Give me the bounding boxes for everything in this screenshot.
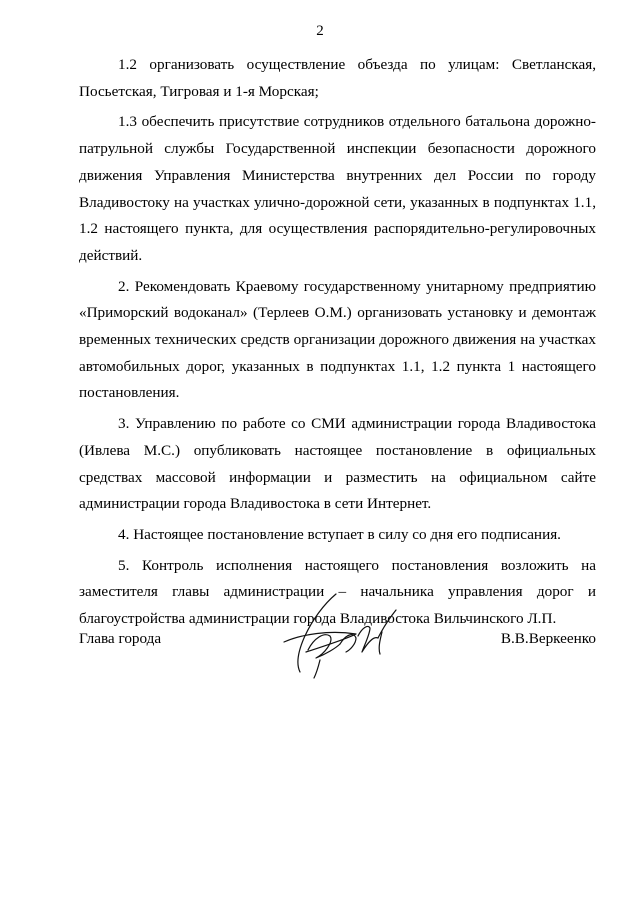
signature-block bbox=[79, 626, 596, 656]
paragraph-1-3: 1.3 обеспечить присутствие сотрудников отдельного батальона дорожно-патрульной службы Государственной инспекции безопасности дорожного движения Управления Министерства внутренних дел России по городу Владивостоку на участках улично-дорожной сети, указанных в подпунктах 1.1, 1.2 настоящего пункта, для осуществления распорядительно-регулировочных действий. bbox=[79, 113, 596, 264]
paragraph-1-2: 1.2 организовать осуществление объезда по улицам: Светланская, Посьетская, Тигровая и 1-я Морская; bbox=[79, 56, 596, 100]
document-body bbox=[79, 52, 596, 637]
paragraph-2: 2. Рекомендовать Краевому государственному унитарному предприятию «Приморский водоканал» (Терлеев О.М.) организовать установку и демонтаж временных технических средств организации дорожного движения на участках автомобильных дорог, указанных в подпунктах 1.1, 1.2 пункта 1 настоящего постановления. bbox=[79, 277, 596, 402]
paragraph-5: 5. Контроль исполнения настоящего постановления возложить на заместителя главы администрации – начальника управления дорог и благоустройства администрации города Владивостока Вильчинского Л.П. bbox=[79, 556, 596, 628]
page-number: 2 bbox=[316, 23, 324, 39]
paragraph-4: 4. Настоящее постановление вступает в силу со дня его подписания. bbox=[118, 525, 561, 543]
signatory-title: Глава города bbox=[79, 630, 162, 647]
signatory-name: В.В.Веркеенко bbox=[500, 630, 596, 647]
paragraph-3: 3. Управлению по работе со СМИ администрации города Владивостока (Ивлева М.С.) опубликовать настоящее постановление в официальных средствах массовой информации и разместить на официальном сайте администрации города Владивостока в сети Интернет. bbox=[79, 415, 596, 513]
